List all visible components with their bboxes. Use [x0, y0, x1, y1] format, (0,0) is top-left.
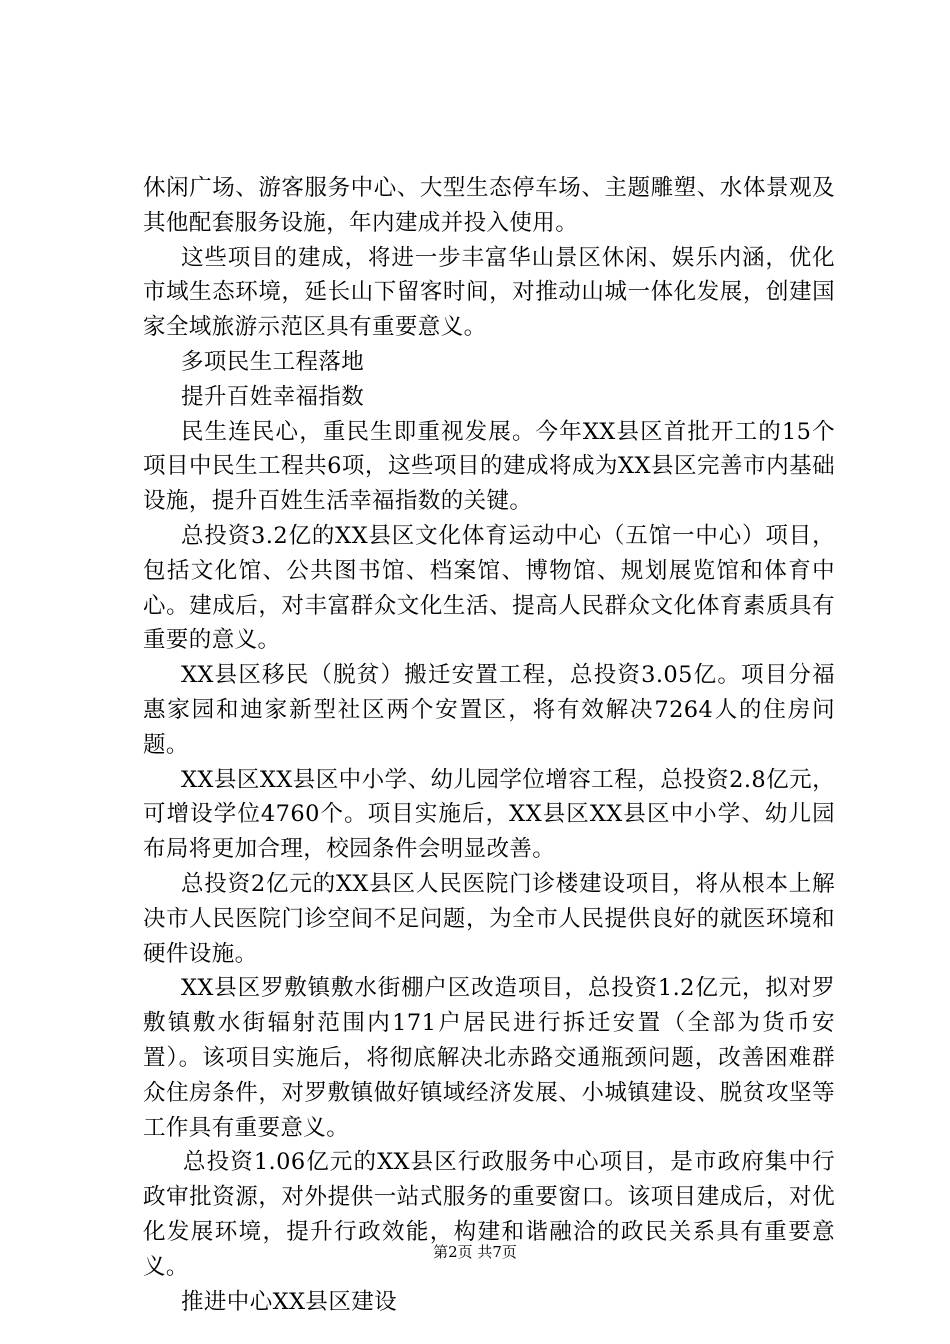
paragraph-livelihood-intro: 民生连民心，重民生即重视发展。今年XX县区首批开工的15个项目中民生工程共6项，这些项目的建成将成为XX县区完善市内基础设施，提升百姓生活幸福指数的关键。: [143, 418, 835, 515]
paragraph-continuation: 休闲广场、游客服务中心、大型生态停车场、主题雕塑、水体景观及其他配套服务设施，年内建成并投入使用。: [143, 175, 835, 236]
paragraph-hospital-project: 总投资2亿元的XX县区人民医院门诊楼建设项目，将从根本上解决市人民医院门诊空间不足问题，为全市人民提供良好的就医环境和硬件设施。: [143, 870, 835, 967]
section-heading-line-1: 多项民生工程落地: [181, 348, 365, 375]
paragraph-relocation-project: XX县区移民（脱贫）搬迁安置工程，总投资3.05亿。项目分福惠家园和迪家新型社区两个安置区，将有效解决7264人的住房问题。: [143, 662, 835, 758]
section-heading-line-2: 提升百姓幸福指数: [181, 383, 365, 410]
paragraph-project-significance: 这些项目的建成，将进一步丰富华山景区休闲、娱乐内涵，优化市域生态环境，延长山下留客时间，对推动山城一体化发展，创建国家全域旅游示范区具有重要意义。: [143, 244, 835, 341]
page-footer: 第2页 共7页: [433, 1243, 517, 1261]
paragraph-shantytown-renovation: XX县区罗敷镇敷水街棚户区改造项目，总投资1.2亿元，拟对罗敷镇敷水街辐射范围内171户居民进行拆迁安置（全部为货币安置）。该项目实施后，将彻底解决北赤路交通瓶颈问题，改善困难群众住房条件，对罗敷镇做好镇域经济发展、小城镇建设、脱贫攻坚等工作具有重要意义。: [143, 975, 835, 1141]
paragraph-admin-service-center: 总投资1.06亿元的XX县区行政服务中心项目，是市政府集中行政审批资源，对外提供一站式服务的重要窗口。该项目建成后，对优化发展环境，提升行政效能，构建和谐融洽的政民关系具有重要意义。: [143, 1149, 835, 1280]
paragraph-culture-sports-center: 总投资3.2亿的XX县区文化体育运动中心（五馆一中心）项目，包括文化馆、公共图书馆、档案馆、博物馆、规划展览馆和体育中心。建成后，对丰富群众文化生活、提高人民群众文化体育素质具有重要的意义。: [143, 522, 835, 654]
section-heading-center-construction: 推进中心XX县区建设: [181, 1288, 398, 1315]
paragraph-school-expansion: XX县区XX县区中小学、幼儿园学位增容工程，总投资2.8亿元，可增设学位4760个。项目实施后，XX县区XX县区中小学、幼儿园布局将更加合理，校园条件会明显改善。: [143, 766, 835, 863]
document-body: [143, 171, 835, 1319]
